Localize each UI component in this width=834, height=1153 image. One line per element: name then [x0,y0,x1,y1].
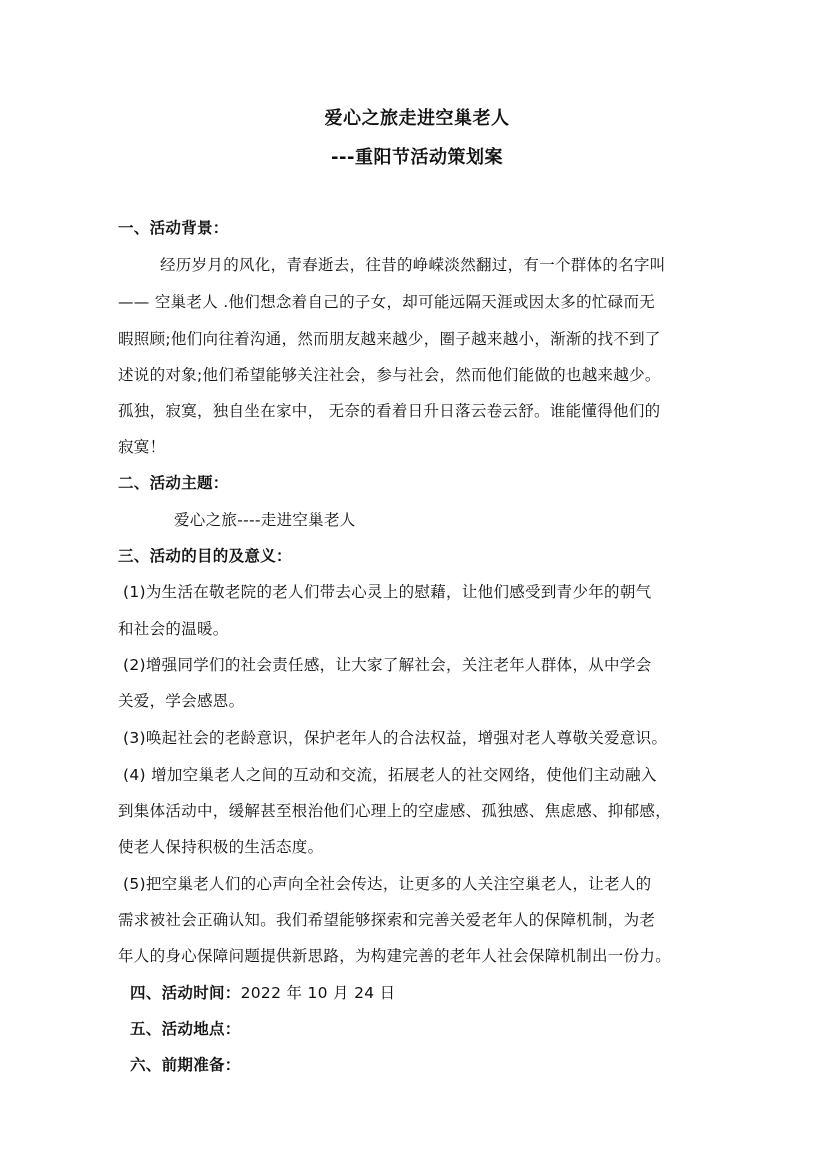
purpose-line: 年人的身心保障问题提供新思路，为构建完善的老年人社会保障机制出一份力。 [118,947,672,965]
purpose-line: (2)增强同学们的社会责任感，让大家了解社会，关注老年人群体，从中学会 [123,656,652,674]
document-subtitle: ---重阳节活动策划案 [331,147,503,168]
purpose-line: 使老人保持积极的生活态度。 [118,838,324,856]
document-title: 爱心之旅走进空巢老人 [324,108,510,129]
purpose-line: 和社会的温暖。 [118,620,229,638]
purpose-line: 到集体活动中，缓解甚至根治他们心理上的空虚感、孤独感、焦虑感、抑郁感， [118,802,672,820]
paragraph-line: 寂寞！ [118,438,166,456]
paragraph-line: 经历岁月的风化，青春逝去，往昔的峥嵘淡然翻过，有一个群体的名字叫 [160,256,666,274]
theme-text: 爱心之旅----走进空巢老人 [174,511,356,529]
section-heading-location: 五、活动地点： [130,1020,241,1038]
purpose-line: 关爱，学会感恩。 [118,692,245,710]
paragraph-line: 暇照顾;他们向往着沟通，然而朋友越来越少，圈子越来越小，渐渐的找不到了 [118,330,661,348]
purpose-line: (5)把空巢老人们的心声向全社会传达，让更多的人关注空巢老人，让老人的 [123,875,652,893]
purpose-line: (4) 增加空巢老人之间的互动和交流，拓展老人的社交网络，使他们主动融入 [123,766,657,784]
purpose-line: (1)为生活在敬老院的老人们带去心灵上的慰藉，让他们感受到青少年的朝气 [123,583,652,601]
section-heading-purpose: 三、活动的目的及意义： [118,547,292,565]
paragraph-line: 述说的对象;他们希望能够关注社会，参与社会，然而他们能做的也越来越少。 [118,366,661,384]
section-time-row [130,981,395,1003]
activity-date: 2022 年 10 月 24 日 [240,984,396,1002]
section-heading-time: 四、活动时间： [130,984,241,1002]
section-heading-preparation: 六、前期准备： [130,1056,241,1074]
paragraph-line: 孤独，寂寞，独自坐在家中， 无奈的看着日升日落云卷云舒。谁能懂得他们的 [118,402,661,420]
purpose-line: (3)唤起社会的老龄意识，保护老年人的合法权益，增强对老人尊敬关爱意识。 [123,729,668,747]
purpose-line: 需求被社会正确认知。我们希望能够探索和完善关爱老年人的保障机制，为老 [118,911,656,929]
section-heading-theme: 二、活动主题： [118,474,229,492]
paragraph-line: —— 空巢老人 .他们想念着自己的子女，却可能远隔天涯或因太多的忙碌而无 [118,293,656,311]
section-heading-background: 一、活动背景： [118,219,229,237]
